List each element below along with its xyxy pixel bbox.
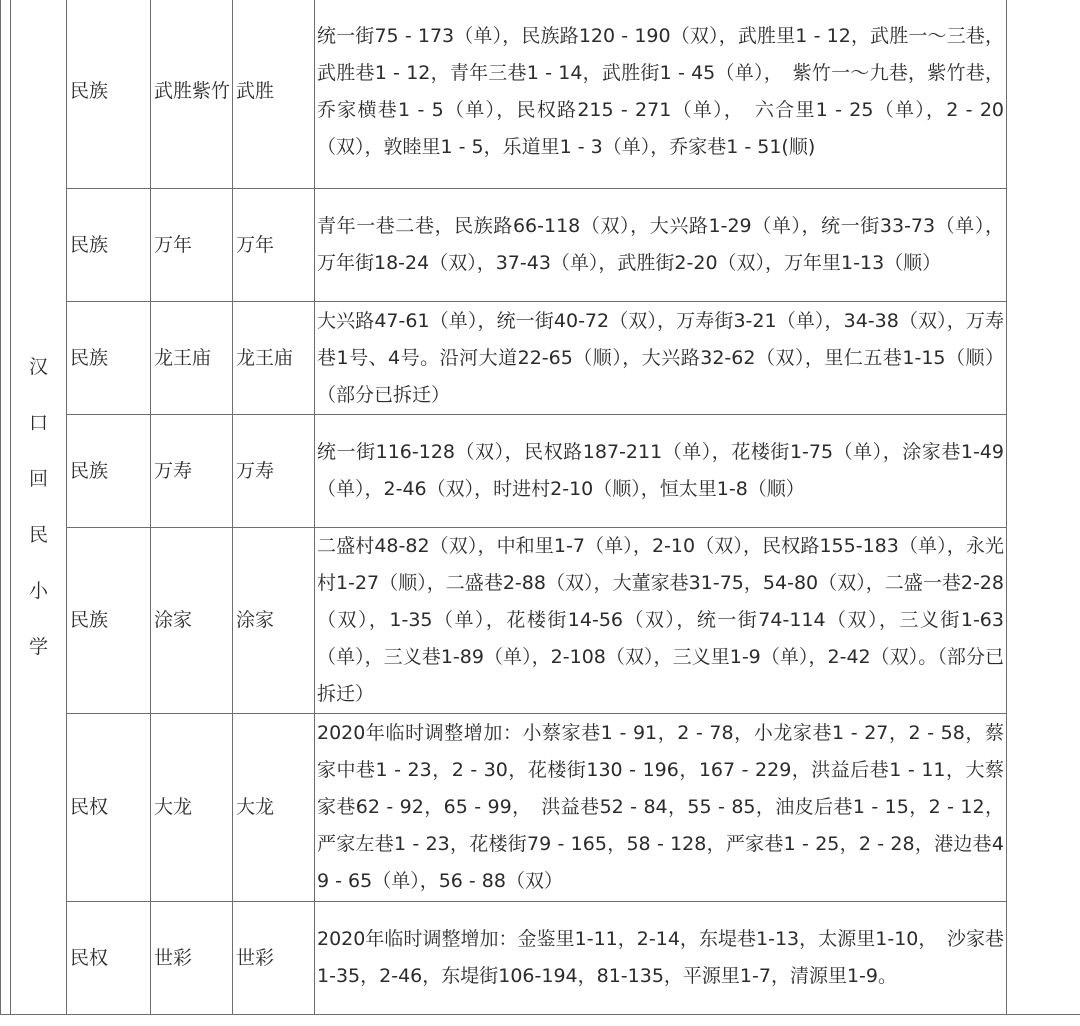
street-cell: 世彩 [233,902,315,1015]
district-cell: 民族 [67,0,151,189]
address-range-cell: 青年一巷二巷，民族路66-118（双），大兴路1-29（单），统一街33-73（单），万年街18-24（双），37-43（单），武胜街2-20（双），万年里1-13（顺） [315,189,1007,302]
street-cell: 龙王庙 [233,302,315,415]
community-cell: 大龙 [151,714,233,902]
community-cell: 世彩 [151,902,233,1015]
table-row [1,528,1080,714]
school-name: 汉口回民小学 [29,355,49,658]
street-cell: 武胜 [233,0,315,189]
table-row [1,189,1080,302]
district-cell: 民族 [67,415,151,528]
community-cell: 武胜紫竹 [151,0,233,189]
table-row [1,0,1080,189]
table-row [1,415,1080,528]
community-cell: 万年 [151,189,233,302]
right-margin-cell [1007,0,1080,1015]
address-range-cell: 统一街75 - 173（单），民族路120 - 190（双），武胜里1 - 12，武胜一～三巷，武胜巷1 - 12，青年三巷1 - 14，武胜街1 - 45（单）， 紫竹一～九巷，紫竹巷，乔家横巷1 - 5（单），民权路215 - 271（单）， 六合里1 - 25（单），2 - 20（双），敦睦里1 - 5，乐道里1 - 3（单），乔家巷1 - 51(顺) [315,0,1007,189]
address-range-cell: 二盛村48-82（双），中和里1-7（单），2-10（双），民权路155-183（单），永光村1-27（顺），二盛巷2-88（双），大董家巷31-75，54-80（双），二盛一巷2-28（双），1-35（单），花楼街14-56（双），统一街74-114（双），三义街1-63（单），三义巷1-89（单），2-108（双），三义里1-9（单），2-42（双）。（部分已拆迁） [315,528,1007,714]
left-margin-cell [1,0,11,1015]
community-cell: 龙王庙 [151,302,233,415]
district-cell: 民族 [67,528,151,714]
community-cell: 万寿 [151,415,233,528]
school-name-cell [11,0,67,1015]
community-cell: 涂家 [151,528,233,714]
district-cell: 民权 [67,902,151,1015]
table-row [1,902,1080,1015]
address-range-cell: 2020年临时调整增加：金鉴里1-11，2-14，东堤巷1-13，太源里1-10， 沙家巷1-35，2-46，东堤街106-194，81-135，平源里1-7，清源里1-9。 [315,902,1007,1015]
district-cell: 民族 [67,302,151,415]
street-cell: 万寿 [233,415,315,528]
address-range-cell: 大兴路47-61（单），统一街40-72（双），万寿街3-21（单），34-38（双），万寿巷1号、4号。沿河大道22-65（顺），大兴路32-62（双），里仁五巷1-15（顺）（部分已拆迁） [315,302,1007,415]
table-row [1,714,1080,902]
address-range-cell: 2020年临时调整增加：小蔡家巷1 - 91，2 - 78，小龙家巷1 - 27，2 - 58，蔡家中巷1 - 23，2 - 30，花楼街130 - 196，167 - 229，洪益后巷1 - 11，大蔡家巷62 - 92，65 - 99， 洪益巷52 - 84，55 - 85，油皮后巷1 - 15，2 - 12，严家左巷1 - 23，花楼街79 - 165，58 - 128，严家巷1 - 25，2 - 28，港边巷49 - 65（单），56 - 88（双） [315,714,1007,902]
address-range-cell: 统一街116-128（双），民权路187-211（单），花楼街1-75（单），涂家巷1-49（单），2-46（双），时进村2-10（顺），恒太里1-8（顺） [315,415,1007,528]
street-cell: 涂家 [233,528,315,714]
table-row [1,302,1080,415]
street-cell: 万年 [233,189,315,302]
district-cell: 民族 [67,189,151,302]
street-cell: 大龙 [233,714,315,902]
district-cell: 民权 [67,714,151,902]
